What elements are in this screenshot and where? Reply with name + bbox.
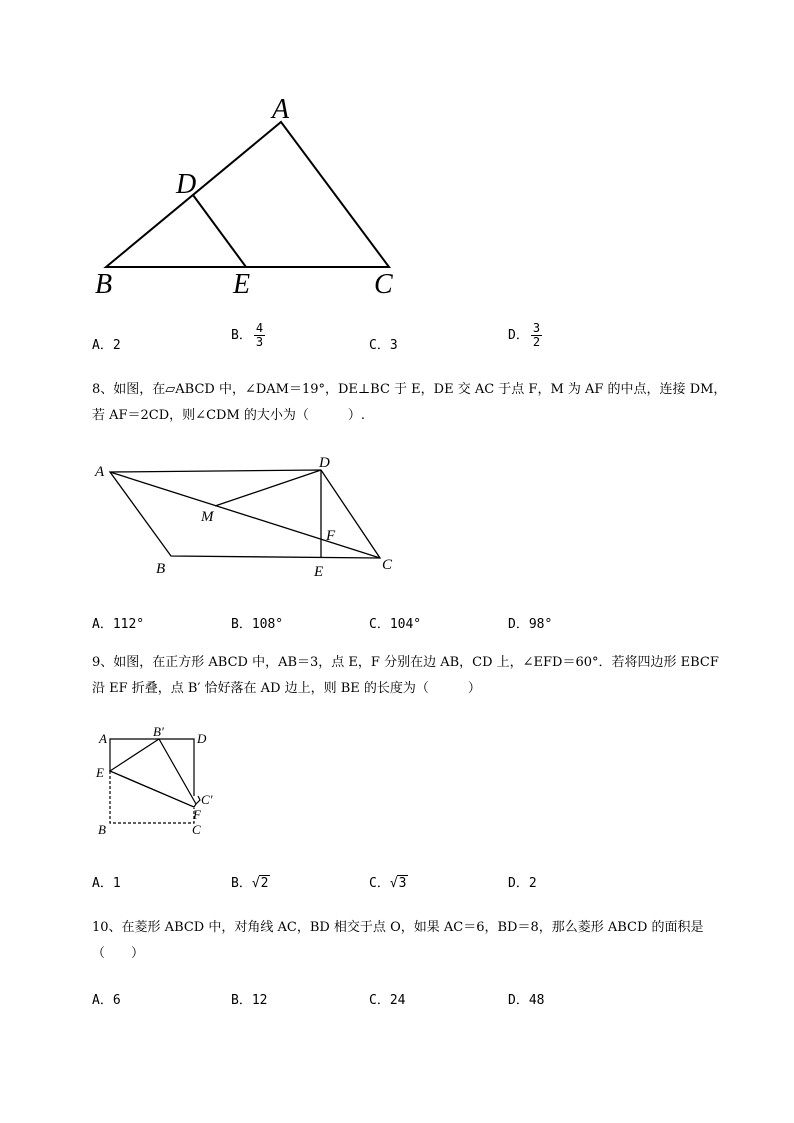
option-letter: A．	[92, 338, 113, 353]
option-value: 1	[112, 876, 121, 891]
label-f: F	[326, 528, 336, 544]
option-value: 108°	[251, 617, 284, 632]
q9-text-line1: 9、如图，在正方形 ABCD 中，AB＝3，点 E，F 分别在边 AB，CD 上，∠EFD＝60°．若将四边形 EBCF	[92, 655, 719, 670]
label-c: C	[382, 557, 393, 573]
label-b-prime: B′	[153, 724, 164, 739]
fraction-denominator: 2	[532, 335, 541, 349]
label-c: C	[192, 822, 201, 837]
label-b: B	[95, 269, 113, 300]
option-letter: D．	[508, 328, 529, 343]
q9-option-d[interactable]	[508, 872, 537, 891]
label-a: A	[95, 464, 105, 480]
option-value: 48	[528, 993, 545, 1008]
right-angle-mark	[196, 796, 200, 804]
crease-ef	[110, 771, 194, 807]
q10-option-b[interactable]	[231, 989, 267, 1008]
label-d: D	[176, 169, 197, 200]
label-c: C	[374, 269, 393, 300]
option-value: 24	[389, 993, 406, 1008]
q8-text-line1: 8、如图，在▱ABCD 中，∠DAM＝19°，DE⊥BC 于 E，DE 交 AC 于点 F，M 为 AF 的中点，连接 DM，	[92, 382, 727, 397]
label-m: M	[201, 509, 214, 525]
fraction-numerator: 3	[532, 321, 541, 335]
sqrt-radicand: 2	[260, 876, 269, 891]
label-d: D	[197, 731, 207, 746]
option-value: 104°	[389, 617, 422, 632]
label-b: B	[98, 822, 106, 837]
sqrt-sign-icon: √	[251, 876, 260, 891]
option-value: 98°	[528, 617, 553, 632]
folded-quadrilateral	[110, 739, 196, 807]
option-letter: C．	[369, 338, 390, 353]
option-letter: C．	[369, 876, 390, 891]
q10-text-line1: 10、在菱形 ABCD 中，对角线 AC，BD 相交于点 O，如果 AC＝6，BD＝8，那么菱形 ABCD 的面积是	[92, 920, 704, 935]
label-d: D	[319, 455, 330, 471]
q10-text-line2: （ ）	[92, 946, 145, 961]
label-e: E	[314, 564, 324, 580]
option-letter: C．	[369, 993, 390, 1008]
q10-option-d[interactable]	[508, 989, 544, 1008]
q10-option-a[interactable]	[92, 989, 121, 1008]
sqrt-sign-icon: √	[389, 876, 398, 891]
fraction-numerator: 4	[255, 321, 264, 335]
q9-option-b[interactable]	[231, 872, 270, 891]
label-e: E	[233, 269, 251, 300]
label-c-prime: C′	[201, 792, 213, 807]
q9-option-c[interactable]	[369, 872, 408, 891]
label-e: E	[96, 765, 104, 780]
option-value: 2	[528, 876, 537, 891]
option-letter: B．	[231, 328, 252, 343]
sqrt-expression	[252, 876, 271, 891]
option-value: 6	[112, 993, 121, 1008]
option-letter: A．	[92, 993, 113, 1008]
option-letter: B．	[231, 993, 252, 1008]
option-letter: C．	[369, 617, 390, 632]
option-letter: D．	[508, 876, 529, 891]
option-letter: D．	[508, 993, 529, 1008]
q10-option-c[interactable]	[369, 989, 405, 1008]
label-b: B	[156, 561, 166, 577]
sqrt-radicand: 3	[398, 876, 407, 891]
option-value: 3	[389, 338, 398, 353]
q9-text-line2: 沿 EF 折叠，点 B′ 恰好落在 AD 边上，则 BE 的长度为（ ）	[92, 681, 481, 696]
option-value: 12	[251, 993, 268, 1008]
q9-option-a[interactable]	[92, 872, 121, 891]
label-a: A	[99, 731, 107, 746]
fraction-denominator: 3	[255, 335, 264, 349]
option-value: 112°	[112, 617, 145, 632]
sqrt-expression	[390, 876, 409, 891]
option-letter: B．	[231, 876, 252, 891]
option-letter: A．	[92, 617, 113, 632]
q8-text-line2: 若 AF＝2CD，则∠CDM 的大小为（ ）.	[92, 408, 366, 423]
option-letter: A．	[92, 876, 113, 891]
option-letter: D．	[508, 617, 529, 632]
option-letter: B．	[231, 617, 252, 632]
label-a: A	[272, 94, 290, 125]
option-value: 2	[112, 338, 121, 353]
square-solid-edges	[110, 739, 194, 796]
label-f: F	[193, 807, 201, 822]
